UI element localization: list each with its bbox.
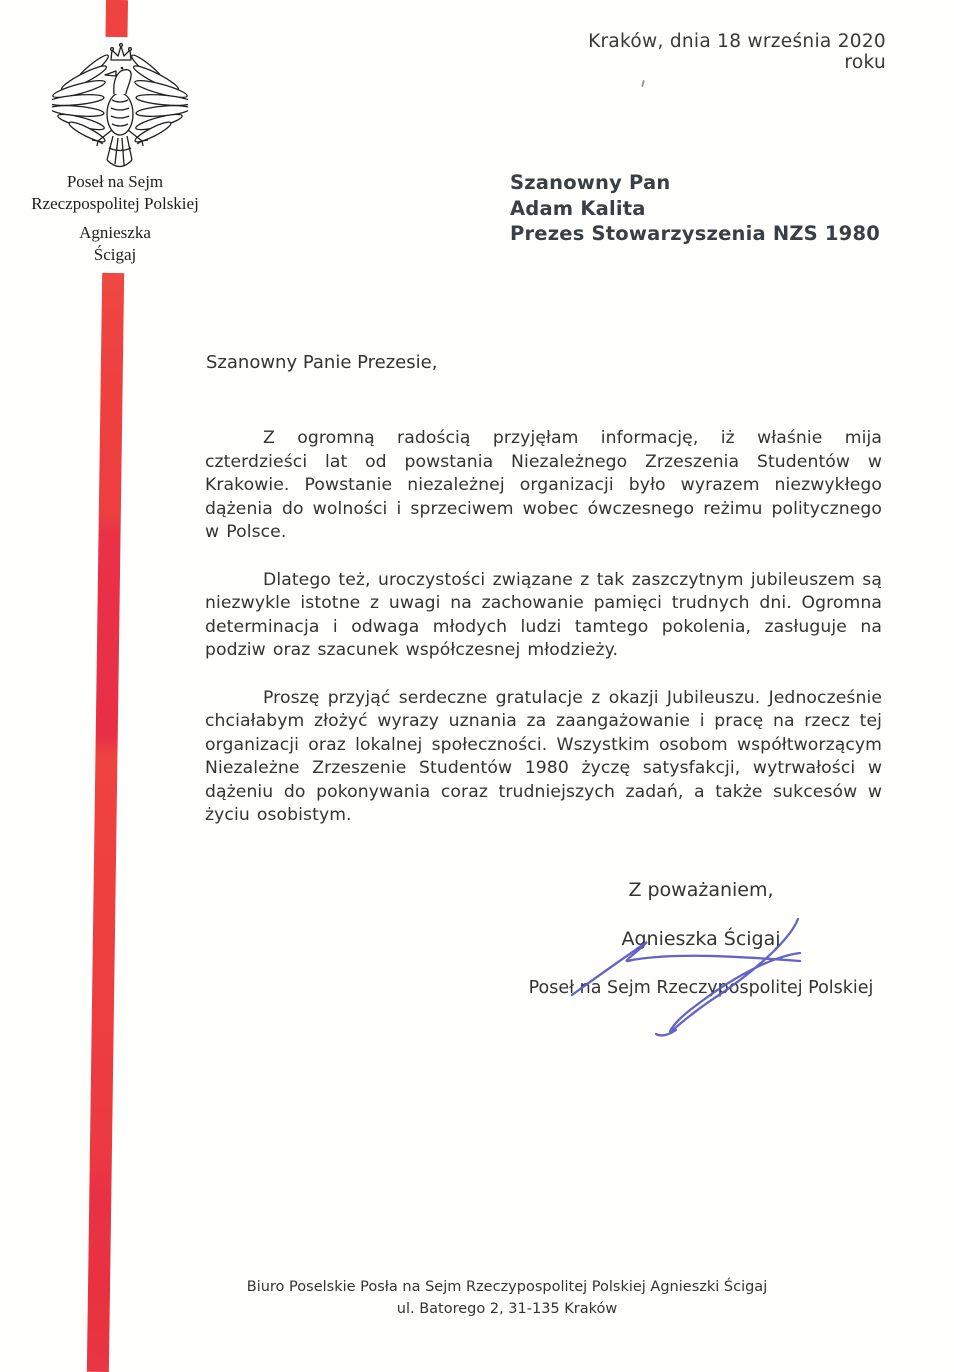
- deputy-first-name: Agnieszka: [79, 223, 151, 242]
- polish-eagle-icon: [52, 42, 188, 180]
- scan-artifact-mark: [641, 80, 645, 87]
- letter-salutation: Szanowny Panie Prezesie,: [206, 352, 438, 373]
- signer-title: Poseł na Sejm Rzeczypospolitej Polskiej: [528, 978, 874, 998]
- signer-name: Agnieszka Ścigaj: [621, 928, 781, 950]
- footer-office-line: Biuro Poselskie Posła na Sejm Rzeczypospolitej Polskiej Agnieszki Ścigaj: [246, 1279, 768, 1295]
- eagle-right-wing: [129, 52, 188, 145]
- office-line-1: Poseł na Sejm: [66, 172, 164, 191]
- handwritten-signature-icon: [552, 903, 814, 1047]
- recipient-name: Adam Kalita: [510, 196, 646, 220]
- paragraph-3: Proszę przyjąć serdeczne gratulacje z okazji Jubileuszu. Jednocześnie chciałabym złożyć wyrazy uznania za zaangażowanie i pracę na rzecz tej organizacji oraz lokalnej społeczności. Wszystkim osobom współtworzącym Niezależne Zrzeszenie Studentów 1980 życzę satysfakcji, wytrwałości w dążeniu do pokonywania coraz trudniejszych zadań, a także sukcesów w życiu osobistym.: [205, 687, 882, 825]
- date-line: Kraków, dnia 18 września 2020 roku: [588, 31, 886, 73]
- footer-address-line: ul. Batorego 2, 31-135 Kraków: [396, 1301, 618, 1317]
- recipient-title: Prezes Stowarzyszenia NZS 1980: [510, 222, 880, 245]
- paragraph-2: Dlatego też, uroczystości związane z tak zaszczytnym jubileuszem są niezwykle istotne z uwagi na zachowanie pamięci trudnych dni. Ogromna determinacja i odwaga młodych ludzi tamtego pokolenia, zasługuje na podziw oraz szacunek współczesnej młodzieży.: [205, 569, 882, 660]
- letter-body: [205, 427, 882, 852]
- letterhead-office: [22, 171, 208, 215]
- paragraph-1: Z ogromną radością przyjęłam informację, iż właśnie mija czterdzieści lat od powstania Niezależnego Zrzeszenia Studentów w Krakowie. Powstanie niezależnej organizacji było wyrazem niezwykłego dążenia do wolności i sprzeciwem wobec ówczesnego reżimu politycznego w Polsce.: [205, 428, 882, 542]
- recipient-salutation: Szanowny Pan: [510, 171, 671, 194]
- valediction: Z poważaniem,: [628, 879, 774, 901]
- letterhead-deputy-name: [22, 222, 208, 266]
- office-line-2: Rzeczpospolitej Polskiej: [31, 194, 199, 213]
- red-stripe-top-segment: [105, 0, 128, 37]
- deputy-last-name: Ścigaj: [93, 245, 137, 264]
- red-stripe-main-segment: [87, 273, 124, 1372]
- office-footer: [157, 1276, 857, 1320]
- eagle-left-wing: [52, 52, 111, 145]
- recipient-block: [510, 170, 880, 247]
